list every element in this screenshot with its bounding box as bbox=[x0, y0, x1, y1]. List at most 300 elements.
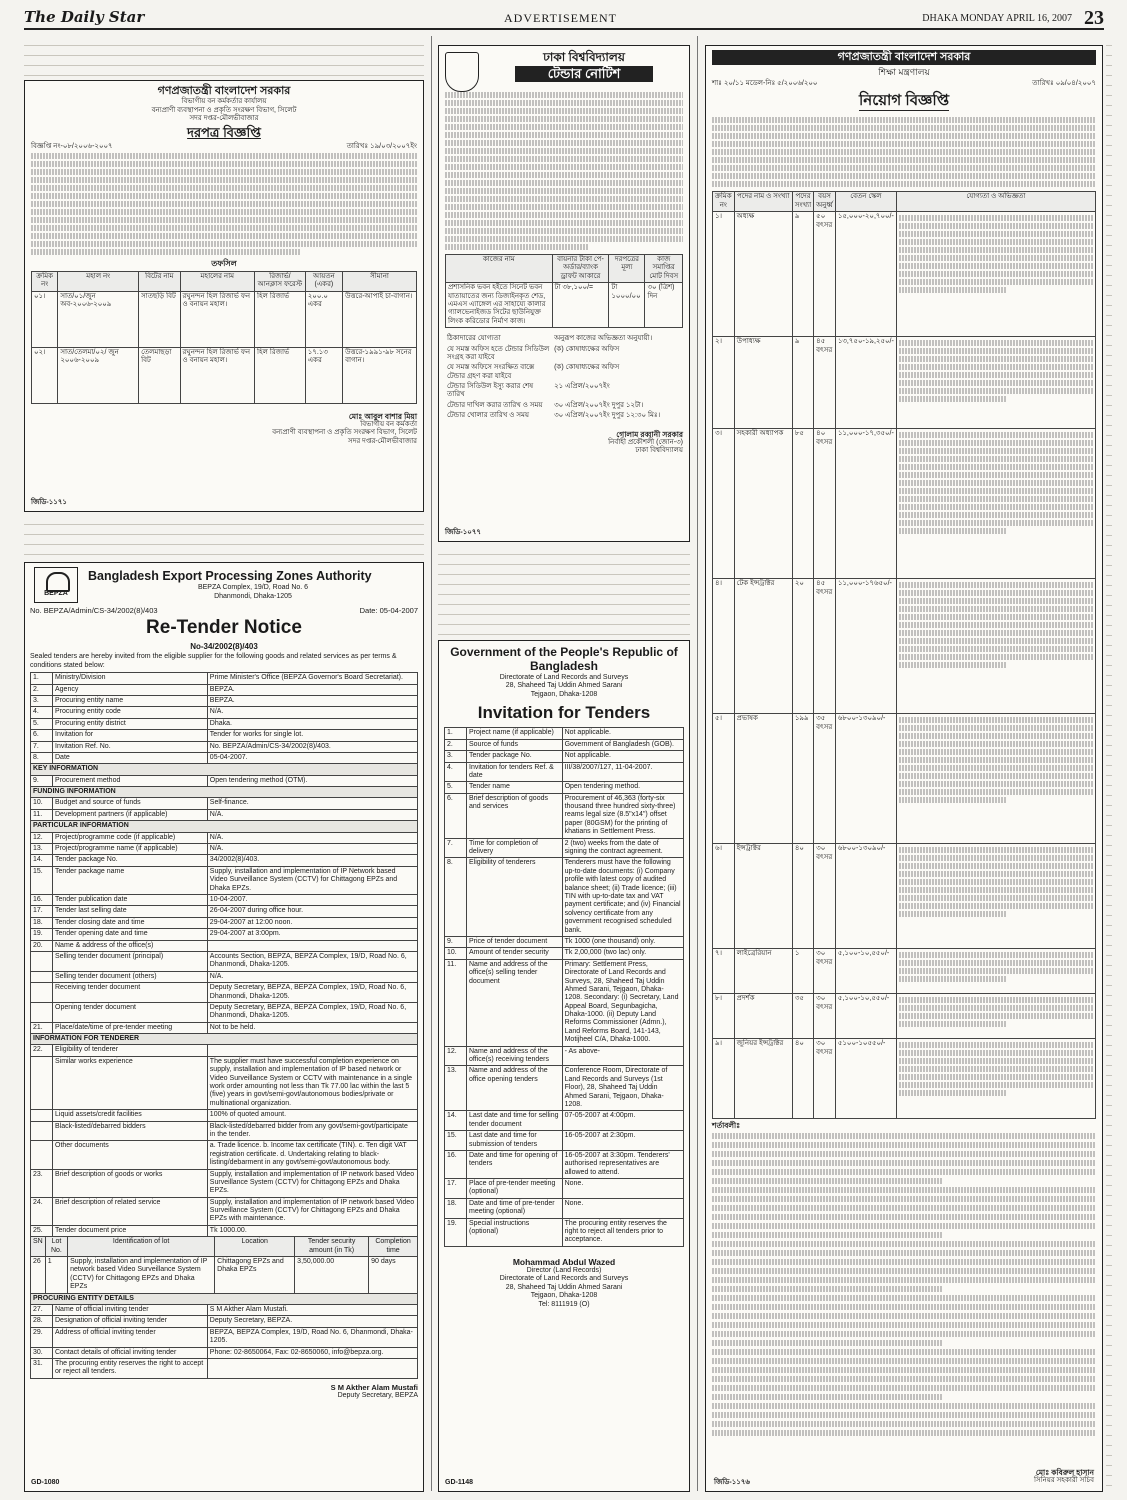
posts-table bbox=[712, 191, 1096, 1119]
table-cell: Special instructions (optional) bbox=[467, 1218, 563, 1246]
table-cell: তেলমাছড়া বিট bbox=[139, 347, 180, 403]
qualification-text bbox=[896, 579, 1095, 714]
table-cell: Procurement method bbox=[53, 775, 208, 786]
table-row bbox=[31, 1110, 418, 1121]
table-cell: Receiving tender document bbox=[53, 983, 208, 1003]
table-cell: 15. bbox=[31, 866, 53, 894]
col-header: আয়তন (একর) bbox=[305, 271, 342, 291]
table-row bbox=[445, 363, 683, 382]
col-header: Tender security amount (in Tk) bbox=[295, 1237, 369, 1257]
qualification-text bbox=[896, 714, 1095, 844]
table-cell: Name and address of the office(s) receiving tenders bbox=[467, 1046, 563, 1066]
table-row bbox=[31, 971, 418, 982]
table-cell: রঘুনন্দন হিল রিজার্ভ ফন ও বনায়ন মহাল। bbox=[180, 347, 254, 403]
table-row bbox=[713, 337, 1096, 429]
table-cell: Not applicable. bbox=[562, 728, 683, 739]
table-row bbox=[31, 684, 418, 695]
table-cell: Invitation for tenders Ref. & date bbox=[467, 762, 563, 782]
table-cell: Name and address of the office(s) selling tender document bbox=[467, 959, 563, 1046]
notice-ref: বিজ্ঞপ্তি নং-০৮/২০০৬-২০০৭ bbox=[31, 142, 113, 150]
table-cell: 90 days bbox=[369, 1257, 418, 1294]
table-cell: টা ৩৮,১০০/= bbox=[552, 283, 609, 328]
table-cell: 17. bbox=[445, 1179, 467, 1199]
table-cell: Name of official inviting tender bbox=[53, 1305, 208, 1316]
table-cell: ৩৫ বৎসর bbox=[814, 714, 836, 844]
table-cell: ৩০ বৎসর bbox=[814, 949, 836, 994]
table-row bbox=[445, 948, 684, 959]
university-name: ঢাকা বিশ্ববিদ্যালয় bbox=[543, 50, 625, 64]
table-cell: ১১,০০০-১৭,৩৫০/- bbox=[835, 429, 896, 579]
table-cell: ১১,০০০-১৭৬৫০/- bbox=[835, 579, 896, 714]
table-cell bbox=[207, 1045, 417, 1056]
table-row bbox=[31, 775, 418, 786]
table-row bbox=[445, 739, 684, 750]
table-row bbox=[31, 983, 418, 1003]
table-cell: 9. bbox=[445, 936, 467, 947]
gd-number: GD-1080 bbox=[31, 1478, 60, 1486]
table-cell: ঠিকাদারের যোগ্যতা bbox=[447, 335, 501, 343]
schedule-caption: তফসিল bbox=[211, 259, 237, 269]
signer-title: নির্বাহী প্রকৌশলী (জোন-৩) bbox=[608, 438, 683, 446]
qualification-text bbox=[896, 429, 1095, 579]
table-cell: টা ১০০০/০০ bbox=[609, 283, 645, 328]
table-cell: 7. bbox=[445, 838, 467, 858]
table-cell: Tk 1000 (one thousand) only. bbox=[562, 936, 683, 947]
table-cell: 17. bbox=[31, 906, 53, 917]
table-cell: - As above- bbox=[562, 1046, 683, 1066]
table-cell: 5. bbox=[31, 718, 53, 729]
table-row bbox=[31, 951, 418, 971]
signer-title: Deputy Secretary, BEPZA bbox=[337, 1391, 418, 1399]
table-row bbox=[31, 1121, 418, 1141]
table-cell: 7. bbox=[31, 741, 53, 752]
page-number: 23 bbox=[1084, 7, 1104, 29]
table-cell: 15. bbox=[445, 1131, 467, 1151]
qualification-text bbox=[896, 844, 1095, 949]
table-cell: 29-04-2007 at 12:00 noon. bbox=[207, 917, 417, 928]
table-row bbox=[31, 695, 418, 706]
col-header: Completion time bbox=[369, 1237, 418, 1257]
table-cell: Tender closing date and time bbox=[53, 917, 208, 928]
signer-department: বন্যপ্রাণী ব্যবস্থাপনা ও প্রকৃতি সংরক্ষণ বিভাগ, সিলেট bbox=[272, 429, 417, 437]
table-cell: 1. bbox=[445, 728, 467, 739]
signer-title: Director (Land Records) bbox=[526, 1267, 602, 1275]
qualification-text bbox=[896, 212, 1095, 337]
table-cell: ১ bbox=[792, 949, 813, 994]
table-cell: N/A. bbox=[207, 844, 417, 855]
land-records-tender bbox=[438, 640, 690, 1492]
directorate-city: Tejgaon, Dhaka-1208 bbox=[530, 690, 598, 698]
notice-date: Date: 05-04-2007 bbox=[359, 606, 418, 615]
table-row bbox=[445, 1150, 684, 1178]
office-address: সদর দপ্তর-মৌলভীবাজার bbox=[189, 114, 259, 122]
university-crest-icon bbox=[445, 52, 479, 92]
table-row bbox=[31, 1022, 418, 1033]
table-cell: Project/programme name (if applicable) bbox=[53, 844, 208, 855]
table-cell: 4. bbox=[445, 762, 467, 782]
table-row bbox=[713, 212, 1096, 337]
table-cell: রঘুনন্দন হিল রিজার্ভ ফন ও বনায়ন মহাল। bbox=[180, 291, 254, 347]
table-cell: FUNDING INFORMATION bbox=[31, 787, 418, 798]
table-cell: সাত/০১/জুন অব-২০০৬-২০০৯ bbox=[58, 291, 139, 347]
table-cell: ১৩,৭৫০-১৯,২৫০/- bbox=[835, 337, 896, 429]
table-cell: 14. bbox=[31, 855, 53, 866]
table-cell: 13. bbox=[31, 844, 53, 855]
table-cell: 3. bbox=[31, 695, 53, 706]
signer-name: গোলাম রব্বানী সরকার bbox=[616, 429, 683, 439]
table-cell bbox=[31, 1056, 53, 1109]
notice-title: নিয়োগ বিজ্ঞপ্তি bbox=[858, 92, 950, 110]
table-row bbox=[31, 798, 418, 809]
table-row bbox=[31, 1141, 418, 1169]
table-row bbox=[445, 1131, 684, 1151]
table-cell: ৬৮০০-১৩০৯০/- bbox=[835, 844, 896, 949]
notice-title: দরপত্র বিজ্ঞপ্তি bbox=[187, 125, 261, 141]
table-cell: Brief description of related service bbox=[53, 1197, 208, 1225]
signer-city: Tejgaon, Dhaka-1208 bbox=[530, 1292, 598, 1300]
table-cell: Designation of official inviting tender bbox=[53, 1316, 208, 1327]
tender-info-list bbox=[445, 334, 683, 422]
table-row bbox=[31, 906, 418, 917]
table-cell: Black-listed/debarred bidders bbox=[53, 1121, 208, 1141]
table-cell bbox=[207, 1358, 417, 1378]
col-header: Location bbox=[215, 1237, 295, 1257]
table-cell: 16-05-2007 at 2:30pm. bbox=[562, 1131, 683, 1151]
gd-number: জিডি-১১৭১ bbox=[31, 498, 67, 506]
table-row bbox=[713, 844, 1096, 949]
table-cell: None. bbox=[562, 1198, 683, 1218]
table-cell: 23. bbox=[31, 1169, 53, 1197]
table-cell: 16. bbox=[445, 1150, 467, 1178]
col-header: SN bbox=[31, 1237, 46, 1257]
notice-ref: No. BEPZA/Admin/CS-34/2002(8)/403 bbox=[30, 606, 158, 615]
table-cell: Place of pre-tender meeting (optional) bbox=[467, 1179, 563, 1199]
table-cell: 19. bbox=[445, 1218, 467, 1246]
table-row bbox=[32, 291, 417, 347]
table-cell: Open tendering method (OTM). bbox=[207, 775, 417, 786]
table-cell: Government of Bangladesh (GOB). bbox=[562, 739, 683, 750]
table-row bbox=[713, 429, 1096, 579]
table-cell: Selling tender document (others) bbox=[53, 971, 208, 982]
table-cell: Not applicable. bbox=[562, 751, 683, 762]
table-cell: উপাধ্যক্ষ bbox=[734, 337, 792, 429]
col-header: সীমানা bbox=[343, 271, 417, 291]
table-cell: ৫১০০-১০৫৫০/- bbox=[835, 1039, 896, 1119]
table-row bbox=[31, 730, 418, 741]
table-row bbox=[713, 1039, 1096, 1119]
govt-name: গণপ্রজাতন্ত্রী বাংলাদেশ সরকার bbox=[157, 85, 291, 97]
table-row bbox=[31, 832, 418, 843]
table-cell: 10. bbox=[445, 948, 467, 959]
col-header: যোগ্যতা ও অভিজ্ঞতা bbox=[896, 192, 1095, 212]
table-row bbox=[445, 1111, 684, 1131]
signer-phone: Tel: 8111919 (O) bbox=[538, 1300, 590, 1308]
table-cell: Place/date/time of pre-tender meeting bbox=[53, 1022, 208, 1033]
blank-ruled-area bbox=[1106, 36, 1112, 1491]
table-cell: 16-05-2007 at 3:30pm. Tenderers' authorised representatives are allowed to attend. bbox=[562, 1150, 683, 1178]
table-cell: Tender document price bbox=[53, 1225, 208, 1236]
procuring-entity-table bbox=[30, 1293, 418, 1379]
masthead bbox=[24, 8, 1104, 30]
table-cell bbox=[31, 971, 53, 982]
table-cell: Supply, installation and implementation of IP network based Video Surveillance System (CCTV) for Chittagong EPZs and Dhaka EPZs bbox=[68, 1257, 215, 1294]
table-cell: Last date and time for selling tender document bbox=[467, 1111, 563, 1131]
table-cell: অনুরূপ কাজের অভিজ্ঞতা অনুযায়ী। bbox=[554, 335, 653, 343]
table-row bbox=[713, 994, 1096, 1039]
table-cell: Deputy Secretary, BEPZA, BEPZA Complex, 19/D, Road No. 6, Dhanmondi, Dhaka-1205. bbox=[207, 983, 417, 1003]
signer-address: 28, Shaheed Taj Uddin Ahmed Sarani bbox=[505, 1283, 623, 1291]
table-cell: 18. bbox=[445, 1198, 467, 1218]
col-header: বয়স অনুর্ধ্ব bbox=[814, 192, 836, 212]
table-cell: ৬৮০০-১৩০৯০/- bbox=[835, 714, 896, 844]
table-cell: (ক) কোষাধ্যক্ষের অফিস bbox=[554, 364, 620, 372]
table-cell: সাতছড়ি বিট bbox=[139, 291, 180, 347]
table-cell: Tenderers must have the following up-to-date documents: (i) Company profile with latest copy of audited balance sheet; (ii) Trade licence; (iii) TIN with up-to-date tax and VAT payment certificate; and (iv) Financial solvency certificate from any government recognised scheduled bank. bbox=[562, 858, 683, 937]
table-row bbox=[31, 1257, 418, 1294]
table-cell: ১৫,০০০-২০,৭০০/- bbox=[835, 212, 896, 337]
table-cell: ৫,১০০-১০,৫৫০/- bbox=[835, 949, 896, 994]
bepza-retender-notice bbox=[24, 562, 424, 1492]
table-cell: 6. bbox=[31, 730, 53, 741]
table-row bbox=[31, 929, 418, 940]
table-cell: 31. bbox=[31, 1358, 53, 1378]
qualification-text bbox=[896, 1039, 1095, 1119]
table-row bbox=[31, 1316, 418, 1327]
table-cell: ৫। bbox=[713, 714, 735, 844]
table-cell: Date and time of pre-tender meeting (optional) bbox=[467, 1198, 563, 1218]
gd-number: জিডি-১০৭৭ bbox=[445, 528, 481, 536]
table-cell bbox=[207, 940, 417, 951]
bepza-info-table bbox=[30, 672, 418, 1237]
col-header: বেতন স্কেল bbox=[835, 192, 896, 212]
table-cell: 05-04-2007. bbox=[207, 752, 417, 763]
table-cell: ৪৫ বৎসর bbox=[814, 337, 836, 429]
table-cell: Open tendering method. bbox=[562, 782, 683, 793]
table-cell: ০২। bbox=[32, 347, 58, 403]
column-divider bbox=[431, 36, 432, 1491]
table-cell: ৪০ bbox=[792, 1039, 813, 1119]
govt-name: গণপ্রজাতন্ত্রী বাংলাদেশ সরকার bbox=[712, 50, 1096, 65]
table-cell: ১৭.১৩ একর bbox=[305, 347, 342, 403]
table-cell: 8. bbox=[445, 858, 467, 937]
table-cell: 2. bbox=[445, 739, 467, 750]
table-cell: Deputy Secretary, BEPZA, BEPZA Complex, 19/D, Road No. 6, Dhanmondi, Dhaka-1205. bbox=[207, 1002, 417, 1022]
table-cell: হিল রিজার্ভ bbox=[255, 347, 306, 403]
table-row bbox=[445, 762, 684, 782]
table-cell: Prime Minister's Office (BEPZA Governor's Board Secretariat). bbox=[207, 673, 417, 684]
table-cell: 21. bbox=[31, 1022, 53, 1033]
table-row bbox=[31, 940, 418, 951]
table-cell: 19. bbox=[31, 929, 53, 940]
table-cell: টেক ইন্সট্রাক্টর bbox=[734, 579, 792, 714]
signer-name: মোঃ কবিরুল হাসান bbox=[1035, 1467, 1094, 1477]
table-cell: Procuring entity code bbox=[53, 707, 208, 718]
table-cell: হিল রিজার্ভ bbox=[255, 291, 306, 347]
table-row bbox=[31, 764, 418, 775]
table-cell: ৩। bbox=[713, 429, 735, 579]
table-row bbox=[31, 752, 418, 763]
table-cell: 13. bbox=[445, 1066, 467, 1111]
table-cell: Deputy Secretary, BEPZA. bbox=[207, 1316, 417, 1327]
table-row bbox=[445, 959, 684, 1046]
table-row bbox=[445, 1198, 684, 1218]
table-cell: ৪৫ বৎসর bbox=[814, 579, 836, 714]
table-cell: Tk 1000.00. bbox=[207, 1225, 417, 1236]
table-row bbox=[31, 855, 418, 866]
conditions-label: শর্তাবলীঃ bbox=[712, 1121, 741, 1131]
table-cell: KEY INFORMATION bbox=[31, 764, 418, 775]
table-cell: ৩৫ bbox=[792, 994, 813, 1039]
table-row bbox=[31, 1225, 418, 1236]
agency-name: Bangladesh Export Processing Zones Authority bbox=[88, 569, 372, 584]
table-cell: Tk 2,00,000 (two lac) only. bbox=[562, 948, 683, 959]
table-cell: প্রভাষক bbox=[734, 714, 792, 844]
table-cell: যে সমস্ত অফিস হতে টেন্ডার সিডিউল সংগ্রহ করা যাইবে bbox=[447, 345, 550, 361]
table-cell bbox=[31, 1141, 53, 1169]
table-row bbox=[31, 1197, 418, 1225]
table-cell: None. bbox=[562, 1179, 683, 1199]
table-cell: No. BEPZA/Admin/CS-34/2002(8)/403. bbox=[207, 741, 417, 752]
table-cell: 1 bbox=[45, 1257, 67, 1294]
table-cell: যে সমস্ত অফিসে সংরক্ষিত বাক্সে টেন্ডার গ্রহণ করা যাইবে bbox=[447, 364, 535, 380]
table-cell: 12. bbox=[445, 1046, 467, 1066]
table-cell: Procurement of 46,363 (forty-six thousand three hundred sixty-three) reams legal size (8.5"x14") offset paper (80GSM) for the printing of khatians in Settlement Press. bbox=[562, 793, 683, 838]
table-cell: ৮৫ bbox=[792, 429, 813, 579]
col-header: পদের নাম ও সংখ্যা bbox=[734, 192, 792, 212]
table-row bbox=[445, 751, 684, 762]
issue-date: DHAKA MONDAY APRIL 16, 2007 bbox=[922, 13, 1072, 24]
table-row bbox=[31, 1056, 418, 1109]
table-cell: লাইব্রেরিয়ান bbox=[734, 949, 792, 994]
ministry-name: শিক্ষা মন্ত্রণালয় bbox=[878, 67, 930, 78]
table-row bbox=[445, 858, 684, 937]
table-cell: Chittagong EPZs and Dhaka EPZs bbox=[215, 1257, 295, 1294]
table-row bbox=[31, 1045, 418, 1056]
table-row bbox=[31, 1347, 418, 1358]
table-cell: Project/programme code (if applicable) bbox=[53, 832, 208, 843]
table-cell: উত্তরে-আপাই চা-বাগান। bbox=[343, 291, 417, 347]
table-row bbox=[445, 1066, 684, 1111]
table-cell: ৬। bbox=[713, 844, 735, 949]
notice-title: Invitation for Tenders bbox=[477, 702, 651, 722]
table-cell: Amount of tender security bbox=[467, 948, 563, 959]
table-cell: ৪। bbox=[713, 579, 735, 714]
table-cell: Similar works experience bbox=[53, 1056, 208, 1109]
col-header: রিজার্ভ/আনক্লাস ফরেস্ট bbox=[255, 271, 306, 291]
table-cell: 8. bbox=[31, 752, 53, 763]
table-cell: 100% of quoted amount. bbox=[207, 1110, 417, 1121]
col-header: দরপত্রের মূল্য bbox=[609, 254, 645, 282]
table-cell: ২১ এপ্রিল/২০০৭ইং bbox=[554, 383, 610, 391]
table-cell: Development partners (if applicable) bbox=[53, 809, 208, 820]
table-row bbox=[445, 334, 683, 344]
table-cell: Last date and time for submission of tenders bbox=[467, 1131, 563, 1151]
table-cell: Tender publication date bbox=[53, 894, 208, 905]
table-cell: ৩০ এপ্রিল/২০০৭ইং দুপুর ১২টা। bbox=[554, 401, 644, 409]
table-cell: Tender name bbox=[467, 782, 563, 793]
qualification-text bbox=[896, 994, 1095, 1039]
table-cell: Not to be held. bbox=[207, 1022, 417, 1033]
column-divider bbox=[697, 36, 698, 1491]
notice-number: No-34/2002(8)/403 bbox=[190, 641, 258, 651]
gd-number: জিডি-১১৭৬ bbox=[714, 1478, 750, 1486]
table-cell: ০১। bbox=[32, 291, 58, 347]
table-cell: ৯ bbox=[792, 212, 813, 337]
table-cell: a. Trade licence. b. Income tax certificate (TIN). c. Ten digit VAT registration certificate. d. Undertaking relating to black-listing/debarment in any govt/semi-govt/autonomous body. bbox=[207, 1141, 417, 1169]
table-cell: N/A. bbox=[207, 971, 417, 982]
table-cell: উত্তরে-১৯৯১-৯৮ সনের বাগান। bbox=[343, 347, 417, 403]
table-row bbox=[31, 1293, 418, 1304]
table-cell: ৩০ বৎসর bbox=[814, 1039, 836, 1119]
col-header: মহালের নাম bbox=[180, 271, 254, 291]
bepza-logo: BEPZA bbox=[34, 567, 78, 603]
table-cell: PARTICULAR INFORMATION bbox=[31, 821, 418, 832]
section-title: ADVERTISEMENT bbox=[504, 11, 617, 25]
table-cell: অধ্যক্ষ bbox=[734, 212, 792, 337]
table-cell: ৯। bbox=[713, 1039, 735, 1119]
table-row bbox=[31, 917, 418, 928]
table-cell: ৩০ (ত্রিশ) দিন bbox=[645, 283, 683, 328]
directorate-address: 28, Shaheed Taj Uddin Ahmed Sarani bbox=[505, 682, 623, 690]
col-header: বায়নার টাকা পে-অর্ডার/ব্যাংক ড্রাফট আকারে bbox=[552, 254, 609, 282]
signer-name: Mohammad Abdul Wazed bbox=[512, 1256, 616, 1267]
col-header: Identification of lot bbox=[68, 1237, 215, 1257]
work-table bbox=[445, 254, 683, 328]
table-cell: 2 (two) weeks from the date of signing the contract agreement. bbox=[562, 838, 683, 858]
notice-date: তারিখঃ ০৯/০৪/২০০৭ bbox=[1032, 79, 1096, 87]
table-cell: Phone: 02-8650064, Fax: 02-8650060, info@bepza.org. bbox=[207, 1347, 417, 1358]
table-row bbox=[445, 793, 684, 838]
signer-address: সদর দপ্তর-মৌলভীবাজার bbox=[348, 437, 417, 445]
table-cell: Tender opening date and time bbox=[53, 929, 208, 940]
table-cell: ৫,১০০-১০,৫৫০/- bbox=[835, 994, 896, 1039]
table-cell: INFORMATION FOR TENDERER bbox=[31, 1034, 418, 1045]
table-cell: Supply, installation and implementation of IP network based Video Surveillance System (CCTV) for Chittagong EPZs and Dhaka EPZs. bbox=[207, 1169, 417, 1197]
col-header: ক্রমিক নং bbox=[32, 271, 58, 291]
table-cell: 2. bbox=[31, 684, 53, 695]
notice-title: Re-Tender Notice bbox=[146, 617, 302, 638]
table-cell: Opening tender document bbox=[53, 1002, 208, 1022]
table-cell bbox=[31, 951, 53, 971]
table-cell: 07-05-2007 at 4:00pm. bbox=[562, 1111, 683, 1131]
table-cell: Self-finance. bbox=[207, 798, 417, 809]
table-row bbox=[445, 1218, 684, 1246]
signer-name: মোঃ আবুল বাশার মিয়া bbox=[348, 411, 417, 421]
table-cell: Primary: Settlement Press, Directorate of Land Records and Surveys, 28, Shaheed Taj Uddin Ahmed Sarani, Tejgaon, Dhaka-1208. Secondary: (i) Secretary, Land Appeal Board, Segunbagicha, Dhaka-1000. (ii) Deputy Land Reforms Commissioner (Admn.), Land Reforms Board, 141-143, Motijheel C/A, Dhaka-1000. bbox=[562, 959, 683, 1046]
table-cell: Agency bbox=[53, 684, 208, 695]
col-header: Lot No. bbox=[45, 1237, 67, 1257]
education-recruitment-notice bbox=[705, 45, 1103, 1492]
table-cell: ইন্সট্রাক্টর bbox=[734, 844, 792, 949]
table-cell: Supply, installation and implementation of IP network based Video Surveillance System (CCTV) for Chittagong EPZs and Dhaka EPZs with maintenance. bbox=[207, 1197, 417, 1225]
agency-city: Dhanmondi, Dhaka-1205 bbox=[214, 592, 292, 600]
table-row bbox=[31, 1169, 418, 1197]
table-cell: প্রদর্শক bbox=[734, 994, 792, 1039]
du-tender-notice bbox=[438, 45, 690, 542]
table-row bbox=[31, 866, 418, 894]
table-cell: 26 bbox=[31, 1257, 46, 1294]
table-row bbox=[31, 1002, 418, 1022]
table-cell: টেন্ডার সিডিউল ইস্যু করার শেষ তারিখ bbox=[447, 383, 534, 399]
table-cell: Invitation for bbox=[53, 730, 208, 741]
table-row bbox=[445, 382, 683, 401]
col-header: পদের সংখ্যা bbox=[792, 192, 813, 212]
table-cell: 25. bbox=[31, 1225, 53, 1236]
table-cell: Conference Room, Directorate of Land Records and Surveys (1st Floor), 28, Shaheed Taj Uddin Ahmed Sarani, Tejgaon, Dhaka-1208. bbox=[562, 1066, 683, 1111]
table-cell: 3,50,000.00 bbox=[295, 1257, 369, 1294]
table-cell: Name and address of the office opening tenders bbox=[467, 1066, 563, 1111]
table-cell: Other documents bbox=[53, 1141, 208, 1169]
